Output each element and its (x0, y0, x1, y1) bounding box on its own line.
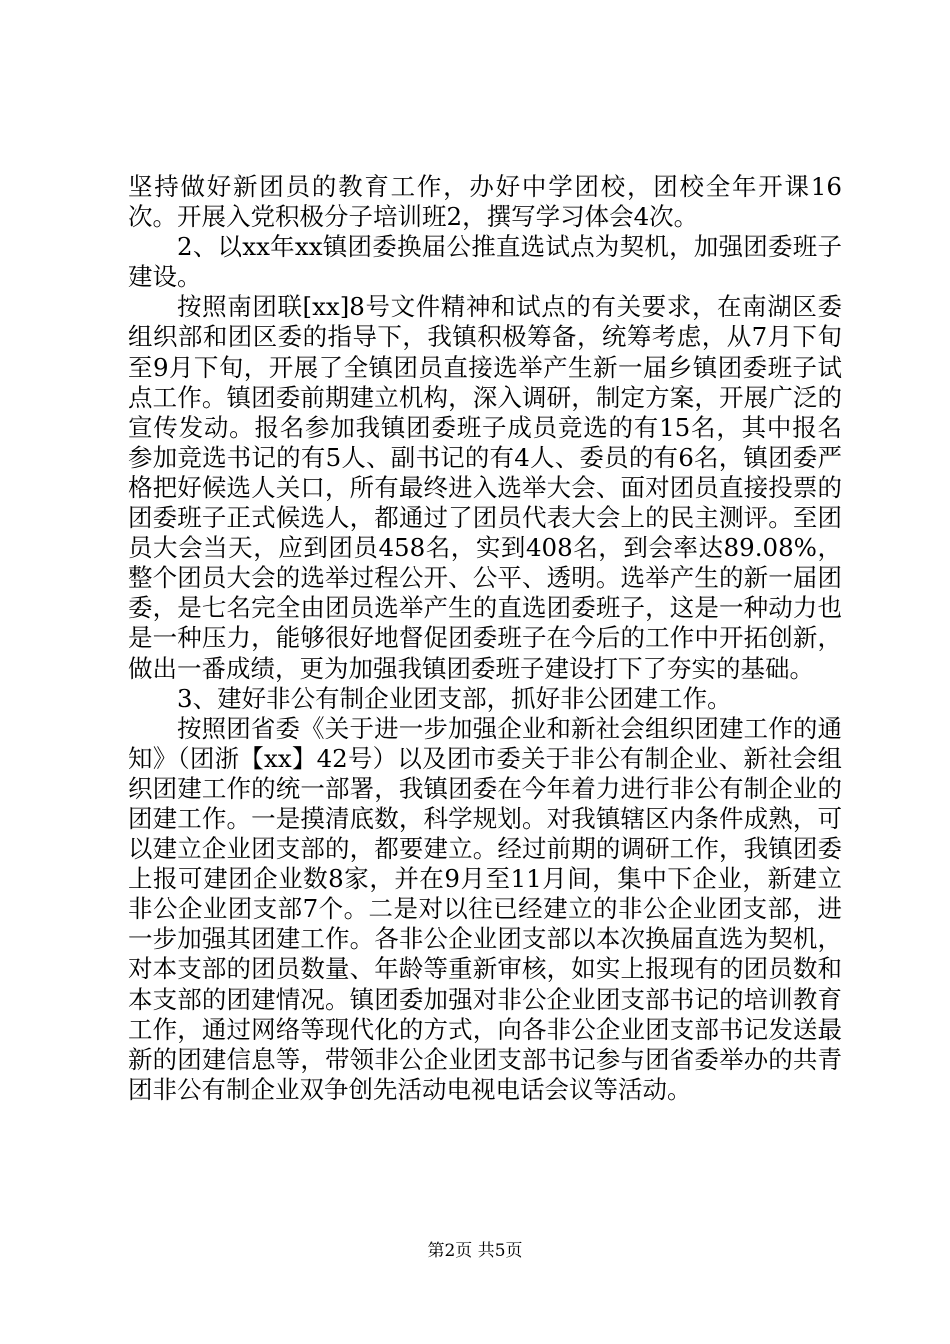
document-body (128, 172, 842, 1105)
paragraph-2-heading: 2、以xx年xx镇团委换届公推直选试点为契机，加强团委班子建设。 (128, 232, 842, 292)
page-number-label: 第2页 共5页 (427, 1241, 523, 1261)
paragraph-5: 按照团省委《关于进一步加强企业和新社会组织团建工作的通知》（团浙【xx】42号）以及团市委关于非公有制企业、新社会组织团建工作的统一部署，我镇团委在今年着力进行非公有制企业的团建工作。一是摸清底数，科学规划。对我镇辖区内条件成熟，可以建立企业团支部的，都要建立。经过前期的调研工作，我镇团委上报可建团企业数8家，并在9月至11月间，集中下企业，新建立非公企业团支部7个。二是对以往已经建立的非公企业团支部，进一步加强其团建工作。各非公企业团支部以本次换届直选为契机，对本支部的团员数量、年龄等重新审核，如实上报现有的团员数和本支部的团建情况。镇团委加强对非公企业团支部书记的培训教育工作，通过网络等现代化的方式，向各非公企业团支部书记发送最新的团建信息等，带领非公企业团支部书记参与团省委举办的共青团非公有制企业双争创先活动电视电话会议等活动。 (128, 713, 842, 1104)
page-footer (0, 1240, 950, 1262)
paragraph-1: 坚持做好新团员的教育工作，办好中学团校，团校全年开课16次。开展入党积极分子培训班2，撰写学习体会4次。 (128, 172, 842, 232)
paragraph-3: 按照南团联[xx]8号文件精神和试点的有关要求，在南湖区委组织部和团区委的指导下，我镇积极筹备，统筹考虑，从7月下旬至9月下旬，开展了全镇团员直接选举产生新一届乡镇团委班子试点工作。镇团委前期建立机构，深入调研，制定方案，开展广泛的宣传发动。报名参加我镇团委班子成员竞选的有15名，其中报名参加竞选书记的有5人、副书记的有4人、委员的有6名，镇团委严格把好候选人关口，所有最终进入选举大会、面对团员直接投票的团委班子正式候选人，都通过了团员代表大会上的民主测评。至团员大会当天，应到团员458名，实到408名，到会率达89.08%，整个团员大会的选举过程公开、公平、透明。选举产生的新一届团委，是七名完全由团员选举产生的直选团委班子，这是一种动力也是一种压力，能够很好地督促团委班子在今后的工作中开拓创新，做出一番成绩，更为加强我镇团委班子建设打下了夯实的基础。 (128, 292, 842, 683)
paragraph-4-heading: 3、建好非公有制企业团支部，抓好非公团建工作。 (177, 683, 732, 713)
